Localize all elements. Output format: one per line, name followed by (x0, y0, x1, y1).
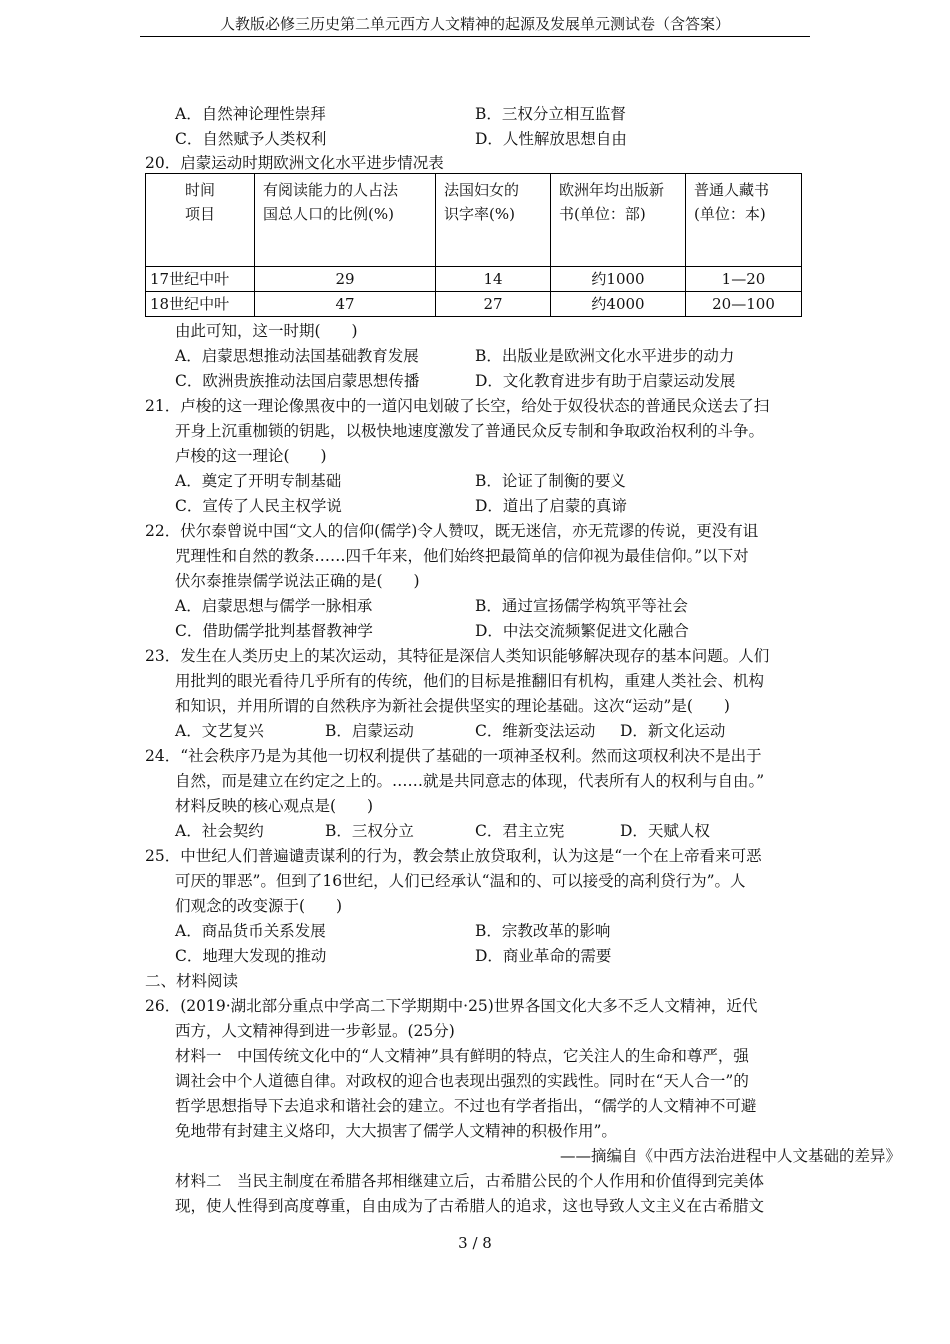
header-publishing (551, 174, 686, 267)
header-text: 书(单位：部) (559, 205, 646, 223)
q25-line1: 25．中世纪人们普遍谴责谋利的行为，教会禁止放贷取利，认为这是“一个在上帝看来可恶 (145, 847, 762, 865)
q19-option-c: C．自然赋予人类权利 (175, 130, 327, 148)
q25-option-c: C．地理大发现的推动 (175, 947, 327, 965)
header-book-collection (686, 174, 802, 267)
q19-option-b: B．三权分立相互监督 (475, 105, 626, 123)
q24-line1: 24．“社会秩序乃是为其他一切权利提供了基础的一项神圣权利。然而这项权利决不是出于 (145, 747, 762, 765)
q24-line3: 材料反映的核心观点是( ) (175, 797, 374, 815)
q23-option-a: A．文艺复兴 (175, 722, 264, 740)
material2-line2: 现，使人性得到高度尊重，自由成为了古希腊人的追求，这也导致人文主义在古希腊文 (175, 1197, 765, 1215)
q22-line2: 咒理性和自然的教条……四千年来，他们始终把最简单的信仰视为最佳信仰。”以下对 (175, 547, 749, 565)
q26-line2: 西方，人文精神得到进一步彰显。(25分) (175, 1022, 455, 1040)
q21-line3: 卢梭的这一理论( ) (175, 447, 327, 465)
header-text: (单位：本) (694, 205, 766, 223)
table-header-row (146, 174, 802, 267)
cell-value: 27 (436, 292, 551, 317)
q21-line2: 开身上沉重枷锁的钥匙，以极快地速度激发了普通民众反专制和争取政治权利的斗争。 (175, 422, 765, 440)
q22-line1: 22．伏尔泰曾说中国“文人的信仰(儒学)令人赞叹，既无迷信，亦无荒谬的传说，更没有诅 (145, 522, 759, 540)
page-header: 人教版必修三历史第二单元西方人文精神的起源及发展单元测试卷（含答案） (140, 14, 810, 37)
q24-option-d: D．天赋人权 (620, 822, 710, 840)
header-text: 识字率(%) (444, 205, 515, 223)
q21-line1: 21．卢梭的这一理论像黑夜中的一道闪电划破了长空，给处于奴役状态的普通民众送去了扫 (145, 397, 770, 415)
q20-option-c: C．欧洲贵族推动法国启蒙思想传播 (175, 372, 420, 390)
cell-value: 14 (436, 267, 551, 292)
q21-option-d: D．道出了启蒙的真谛 (475, 497, 627, 515)
q22-option-b: B．通过宣扬儒学构筑平等社会 (475, 597, 688, 615)
table-row (146, 292, 802, 317)
q26-line1: 26．(2019·湖北部分重点中学高二下学期期中·25)世界各国文化大多不乏人文精神，近代 (145, 997, 758, 1015)
material1-line3: 哲学思想指导下去追求和谐社会的建立。不过也有学者指出，“儒学的人文精神不可避 (175, 1097, 757, 1115)
q22-option-a: A．启蒙思想与儒学一脉相承 (175, 597, 373, 615)
q24-option-b: B．三权分立 (325, 822, 414, 840)
header-reading-ability (255, 174, 436, 267)
q23-line3: 和知识，并用所谓的自然秩序为新社会提供坚实的理论基础。这次“运动”是( ) (175, 697, 730, 715)
material1-source: ——摘编自《中西方法治进程中人文基础的差异》 (560, 1147, 902, 1165)
q19-option-a: A．自然神论理性崇拜 (175, 105, 326, 123)
q21-option-c: C．宣传了人民主权学说 (175, 497, 342, 515)
q24-line2: 自然，而是建立在约定之上的。……就是共同意志的体现，代表所有人的权利与自由。” (175, 772, 765, 790)
q25-option-d: D．商业革命的需要 (475, 947, 612, 965)
header-text: 普通人藏书 (694, 181, 770, 199)
q19-option-d: D．人性解放思想自由 (475, 130, 627, 148)
header-text: 欧洲年均出版新 (559, 181, 665, 199)
header-text: 国总人口的比例(%) (263, 205, 394, 223)
q23-line2: 用批判的眼光看待几乎所有的传统，他们的目标是推翻旧有机构，重建人类社会、机构 (175, 672, 765, 690)
culture-progress-table (145, 173, 802, 317)
cell-value: 47 (255, 292, 436, 317)
header-text: 法国妇女的 (444, 181, 520, 199)
q22-line3: 伏尔泰推崇儒学说法正确的是( ) (175, 572, 420, 590)
q20-option-a: A．启蒙思想推动法国基础教育发展 (175, 347, 419, 365)
table-row (146, 267, 802, 292)
section-heading: 二、材料阅读 (145, 972, 239, 990)
corner-item-label: 项目 (184, 205, 215, 223)
q25-line2: 可厌的罪恶”。但到了16世纪，人们已经承认“温和的、可以接受的高利贷行为”。人 (175, 872, 746, 890)
q22-option-d: D．中法交流频繁促进文化融合 (475, 622, 689, 640)
q21-option-a: A．奠定了开明专制基础 (175, 472, 342, 490)
cell-value: 1—20 (686, 267, 802, 292)
q20-prompt: 由此可知，这一时期( ) (175, 322, 358, 340)
q21-option-b: B．论证了制衡的要义 (475, 472, 626, 490)
material1-line2: 调社会中个人道德自律。对政权的迎合也表现出强烈的实践性。同时在“天人合一”的 (175, 1072, 749, 1090)
q25-option-b: B．宗教改革的影响 (475, 922, 611, 940)
cell-value: 约4000 (551, 292, 686, 317)
material1-line4: 免地带有封建主义烙印，大大损害了儒学人文精神的积极作用”。 (175, 1122, 617, 1140)
q20-option-b: B．出版业是欧洲文化水平进步的动力 (475, 347, 735, 365)
q20-stem: 20．启蒙运动时期欧洲文化水平进步情况表 (145, 154, 444, 172)
header-literacy (436, 174, 551, 267)
material1-line1: 材料一 中国传统文化中的“人文精神”具有鲜明的特点，它关注人的生命和尊严，强 (175, 1047, 749, 1065)
q25-line3: 们观念的改变源于( ) (175, 897, 343, 915)
q23-option-d: D．新文化运动 (620, 722, 726, 740)
q23-option-c: C．维新变法运动 (475, 722, 596, 740)
material2-line1: 材料二 当民主制度在希腊各邦相继建立后，古希腊公民的个人作用和价值得到完美体 (175, 1172, 765, 1190)
corner-time-label: 时间 (184, 181, 215, 199)
cell-value: 20—100 (686, 292, 802, 317)
cell-value: 约1000 (551, 267, 686, 292)
q20-option-d: D．文化教育进步有助于启蒙运动发展 (475, 372, 736, 390)
q24-option-c: C．君主立宪 (475, 822, 565, 840)
q22-option-c: C．借助儒学批判基督教神学 (175, 622, 373, 640)
q23-line1: 23．发生在人类历史上的某次运动，其特征是深信人类知识能够解决现存的基本问题。人们 (145, 647, 770, 665)
q24-option-a: A．社会契约 (175, 822, 264, 840)
table-corner-cell (146, 174, 255, 267)
row-label: 17世纪中叶 (146, 267, 255, 292)
page-number: 3 / 8 (458, 1234, 492, 1252)
cell-value: 29 (255, 267, 436, 292)
header-text: 有阅读能力的人占法 (263, 181, 399, 199)
row-label: 18世纪中叶 (146, 292, 255, 317)
q25-option-a: A．商品货币关系发展 (175, 922, 326, 940)
q23-option-b: B．启蒙运动 (325, 722, 414, 740)
